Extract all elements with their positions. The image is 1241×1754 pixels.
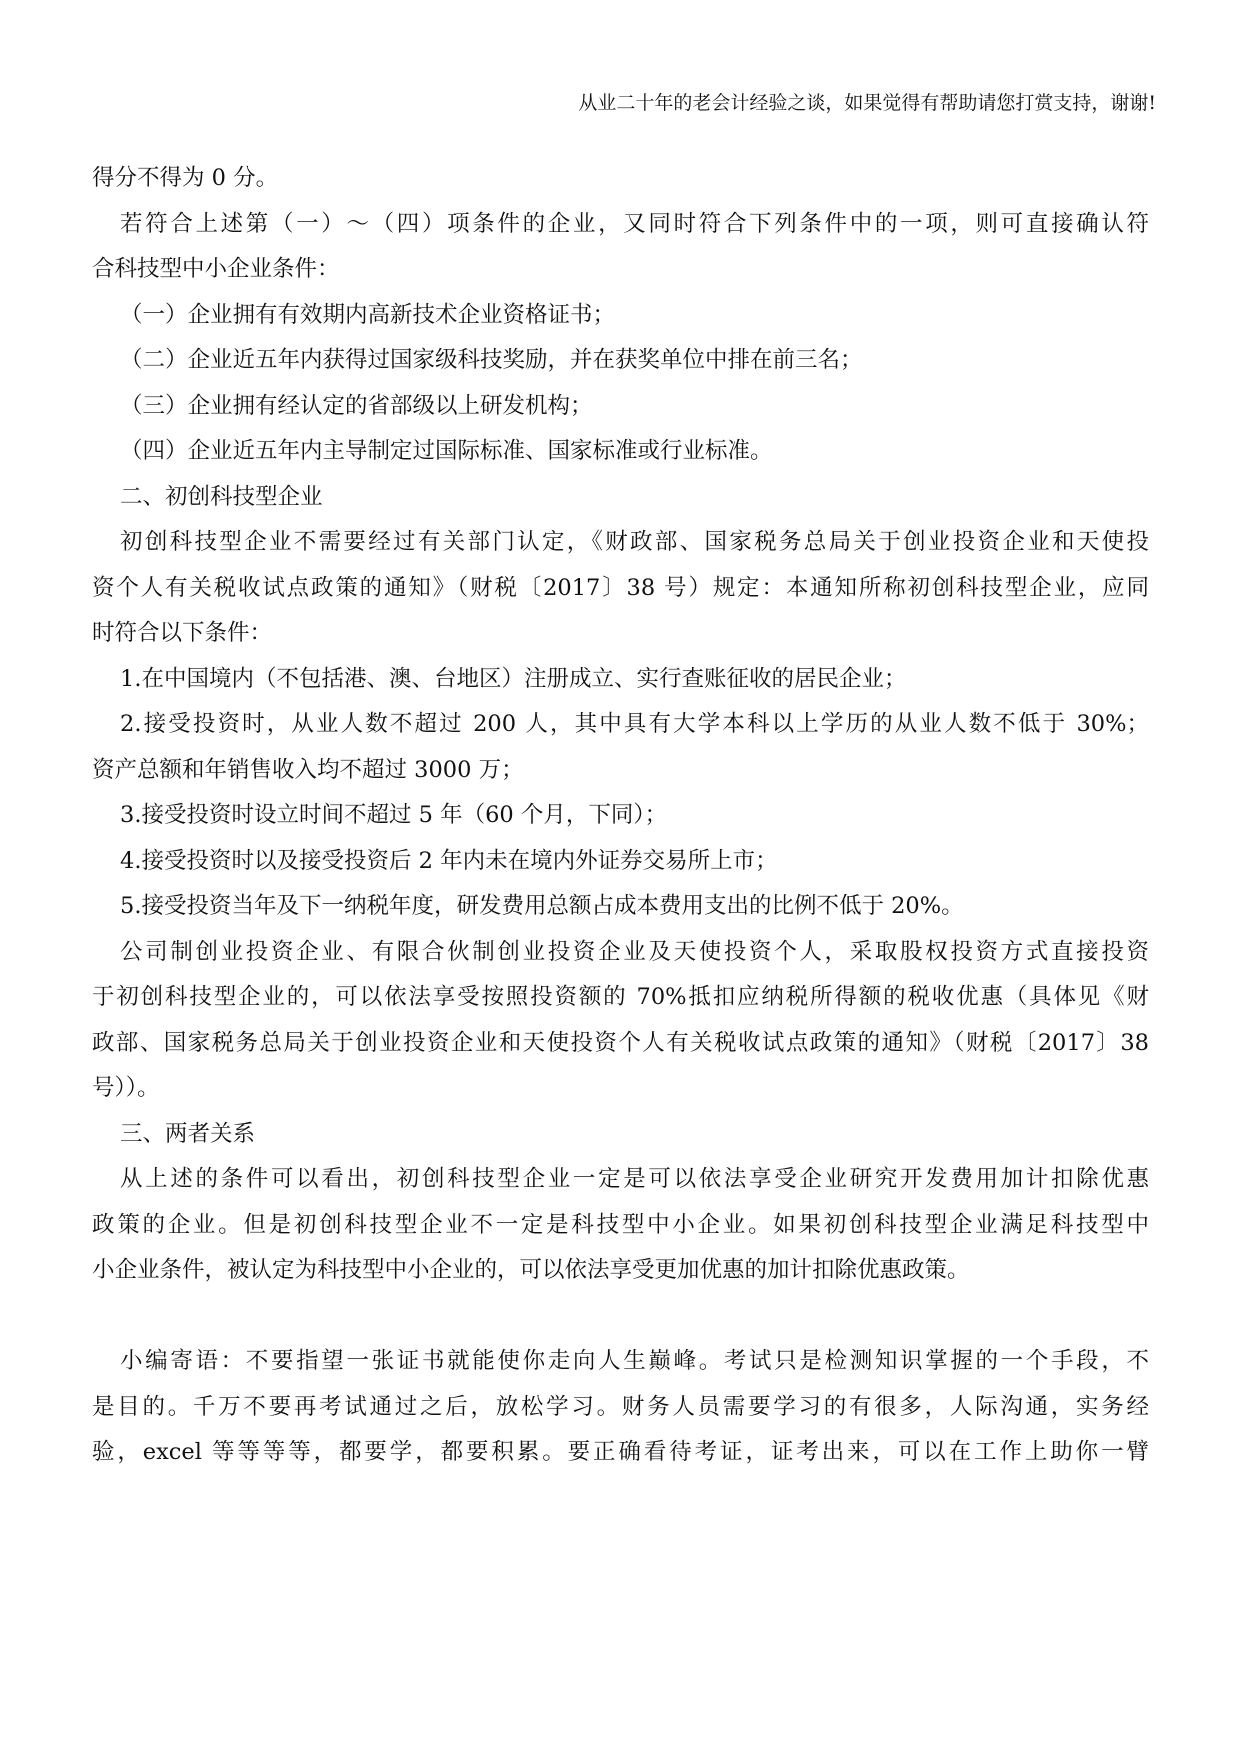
document-body (92, 156, 1149, 1476)
page-header: 从业二十年的老会计经验之谈，如果觉得有帮助请您打赏支持，谢谢! (578, 92, 1156, 114)
text-line: 号））。 (92, 1075, 160, 1101)
text-line: 若符合上述第（一）～（四）项条件的企业，又同时符合下列条件中的一项，则可直接确认符 (120, 210, 1149, 237)
text-line: 政策的企业。但是初创科技型企业不一定是科技型中小企业。如果初创科技型企业满足科技型中 (92, 1211, 1149, 1238)
paragraph-gap (92, 1294, 1149, 1340)
list-item: （三）企业拥有经认定的省部级以上研发机构； (120, 392, 593, 419)
text-line: 公司制创业投资企业、有限合伙制创业投资企业及天使投资个人，采取股权投资方式直接投资 (120, 938, 1149, 965)
section-heading: 三、两者关系 (120, 1120, 256, 1147)
text-line: 初创科技型企业不需要经过有关部门认定，《财政部、国家税务总局关于创业投资企业和天使投 (120, 529, 1149, 555)
text-line: 验，excel 等等等等，都要学，都要积累。要正确看待考证，证考出来，可以在工作上助你一臂 (92, 1439, 1149, 1465)
list-item: （一）企业拥有有效期内高新技术企业资格证书； (120, 301, 616, 328)
list-item: （二）企业近五年内获得过国家级科技奖励，并在获奖单位中排在前三名； (120, 347, 863, 373)
list-item: 3.接受投资时设立时间不超过 5 年（60 个月，下同）； (120, 802, 668, 828)
text-line: 小编寄语：不要指望一张证书就能使你走向人生巅峰。考试只是检测知识掌握的一个手段，不 (120, 1348, 1149, 1374)
list-item: 2.接受投资时，从业人数不超过 200 人，其中具有大学本科以上学历的从业人数不低于 30%； (120, 711, 1149, 737)
list-item: 1.在中国境内（不包括港、澳、台地区）注册成立、实行查账征收的居民企业； (120, 665, 907, 692)
section-heading: 二、初创科技型企业 (120, 483, 323, 510)
text-line: 小企业条件，被认定为科技型中小企业的，可以依法享受更加优惠的加计扣除优惠政策。 (92, 1257, 970, 1283)
text-line: 资产总额和年销售收入均不超过 3000 万； (92, 756, 524, 783)
text-line: 资个人有关税收试点政策的通知》（财税〔2017〕38 号）规定：本通知所称初创科技型企业，应同 (92, 574, 1149, 601)
text-line: 从上述的条件可以看出，初创科技型企业一定是可以依法享受企业研究开发费用加计扣除优惠 (120, 1166, 1149, 1192)
text-line: 于初创科技型企业的，可以依法享受按照投资额的 70%抵扣应纳税所得额的税收优惠（具体见《财 (92, 984, 1149, 1010)
list-item: 5.接受投资当年及下一纳税年度，研发费用总额占成本费用支出的比例不低于 20%。 (120, 893, 964, 919)
text-line: 是目的。千万不要再考试通过之后，放松学习。财务人员需要学习的有很多，人际沟通，实务经 (92, 1393, 1149, 1420)
text-line: 得分不得为 0 分。 (92, 165, 279, 191)
list-item: （四）企业近五年内主导制定过国际标准、国家标准或行业标准。 (120, 438, 773, 464)
text-line: 政部、国家税务总局关于创业投资企业和天使投资个人有关税收试点政策的通知》（财税〔2017〕38 (92, 1029, 1149, 1056)
text-line: 时符合以下条件： (92, 620, 273, 646)
list-item: 4.接受投资时以及接受投资后 2 年内未在境内外证券交易所上市； (120, 847, 778, 874)
text-line: 合科技型中小企业条件： (92, 256, 340, 282)
